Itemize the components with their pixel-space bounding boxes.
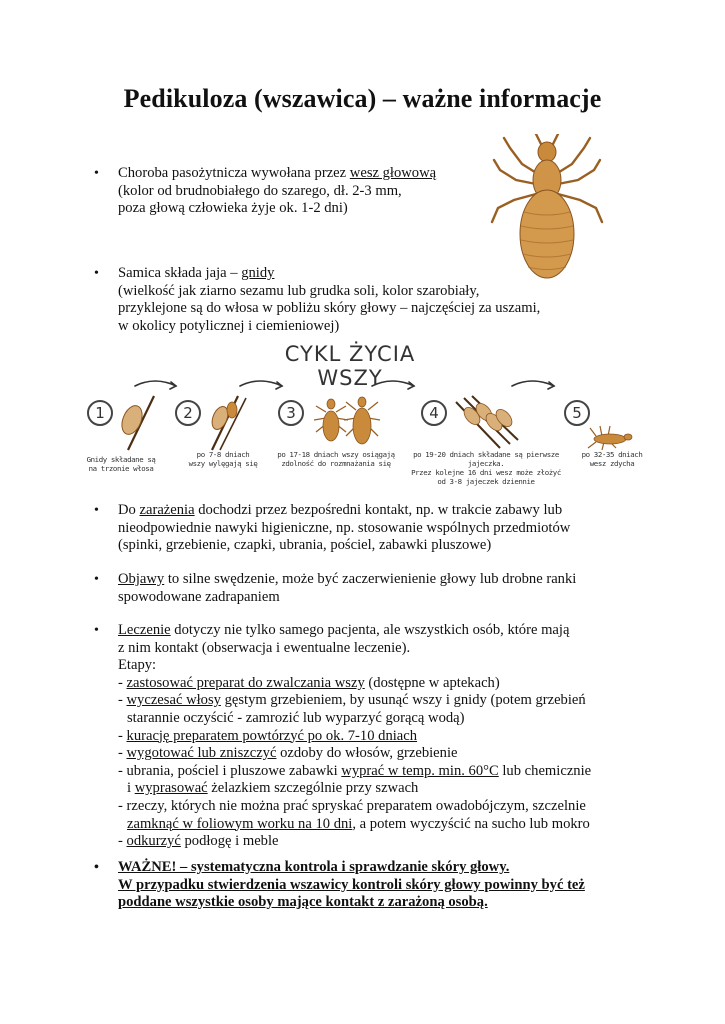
arrow-4-5 <box>512 381 554 386</box>
louse-life-cycle-diagram <box>80 340 643 490</box>
arrow-3-4 <box>372 381 414 386</box>
nit-on-hair-icon <box>118 396 154 450</box>
cycle-arrows <box>135 381 554 389</box>
cycle-step-3-number: 3 <box>278 400 304 426</box>
treatment-step-6: - rzeczy, których nie można prać spryskać preparatem owadobójczym, szczelnie <box>118 797 586 814</box>
bullet-symptoms: • Objawy to silne swędzenie, może być zaczerwienienie głowy lub drobne ranki spowodowane zadrapaniem <box>118 571 576 606</box>
arrow-1-2 <box>135 381 176 386</box>
cycle-step-5-caption: po 32-35 dniach wesz zdycha <box>581 450 643 468</box>
bullet-nits-info: • Samica składa jaja – gnidy (wielkość jak ziarno sezamu lub grudka soli, kolor szarobiały, przyklejone są do włosa w pobliżu skóry głowy – najczęściej za uszami, w okolicy potylicznej i ciemieniowej) <box>118 265 540 335</box>
head-louse-illustration <box>488 134 606 284</box>
treatment-step-3: - kurację preparatem powtórzyć po ok. 7-10 dniach <box>118 727 418 744</box>
arrow-2-3 <box>240 381 282 386</box>
cycle-step-2-number: 2 <box>175 400 201 426</box>
page-title: Pedikuloza (wszawica) – ważne informacje <box>123 84 602 113</box>
treatment-step-2: - wyczesać włosy gęstym grzebieniem, by usunąć wszy i gnidy (potem grzebień <box>118 692 586 709</box>
term-nits: gnidy <box>241 265 275 281</box>
cycle-step-4-number: 4 <box>421 400 447 426</box>
term-head-louse: wesz głowową <box>349 165 437 181</box>
term-infection: zarażenia <box>139 502 195 518</box>
adult-lice-icon <box>314 397 380 444</box>
treatment-step-1: - zastosować preparat do zwalczania wszy (dostępne w aptekach) <box>118 674 500 691</box>
cycle-step-2-caption: po 7-8 dniach wszy wylęgają się <box>188 450 258 468</box>
bullet-treatment: • Leczenie dotyczy nie tylko samego pacjenta, ale wszystkich osób, które mają z nim kontakt (obserwacja i ewentualne leczenie). Etapy: - zastosować preparat do zwalczania wszy (dostępne w aptekach) - wyczesać włosy gęstym grzebieniem, by usunąć wszy i gnidy (potem grzebień starannie oczyścić - zamrozić lub wyparzyć gorącą wodą) - kurację preparatem powtórzyć po ok. 7-10 dniach - wygotować lub zniszczyć ozdoby do włosów, grzebienie - ubrania, pościel i pluszowe zabawki wyprać w temp. min. 60°C lub chemicznie i wyprasować żelazkiem szczególnie przy szwach - rzeczy, których nie można prać spryskać preparatem owadobójczym, szczelnie zamknąć w foliowym worku na 10 dni, a potem wyczyścić na sucho lub mokro - odkurzyć podłogę i meble <box>118 622 591 851</box>
eggs-on-hair-icon <box>456 396 518 448</box>
cycle-step-1-number: 1 <box>87 400 113 426</box>
term-symptoms: Objawy <box>118 571 165 587</box>
treatment-step-5: - ubrania, pościel i pluszowe zabawki wyprać w temp. min. 60°C lub chemicznie <box>118 762 592 779</box>
cycle-step-1-caption: Gnidy składane są na trzonie włosa <box>86 455 156 473</box>
hatching-louse-icon <box>209 396 246 450</box>
treatment-step-4: - wygotować lub zniszczyć ozdoby do włosów, grzebienie <box>118 745 458 762</box>
cycle-step-5-number: 5 <box>564 400 590 426</box>
bullet-louse-info: • Choroba pasożytnicza wywołana przez wesz głowową (kolor od brudnobiałego do szarego, dł. 2-3 mm, poza głową człowieka żyje ok. 1-2 dni) <box>118 165 436 218</box>
treatment-step-7: - odkurzyć podłogę i meble <box>118 833 279 850</box>
bullet-important-notice: • WAŻNE! – systematyczna kontrola i sprawdzanie skóry głowy. W przypadku stwierdzenia wszawicy kontroli skóry głowy powinny być też poddane wszystkie osoby mające kontakt z zarażoną osobą. <box>118 859 585 912</box>
dead-louse-icon <box>588 426 632 450</box>
bullet-transmission: • Do zarażenia dochodzi przez bezpośredni kontakt, np. w trakcie zabawy lub nieodpowiednie nawyki higieniczne, np. stosowanie wspólnych przedmiotów (spinki, grzebienie, czapki, ubrania, pościel, zabawki pluszowe) <box>118 502 570 555</box>
cycle-title: CYKL ŻYCIA WSZY <box>284 342 416 390</box>
cycle-step-4-caption: po 19-20 dniach składane są pierwsze jajeczka. Przez kolejne 16 dni wesz może złożyć od 3-8 jajeczek dziennie <box>411 450 561 486</box>
cycle-step-3-caption: po 17-18 dniach wszy osiągają zdolność do rozmnażania się <box>277 450 395 468</box>
term-treatment: Leczenie <box>118 622 171 638</box>
